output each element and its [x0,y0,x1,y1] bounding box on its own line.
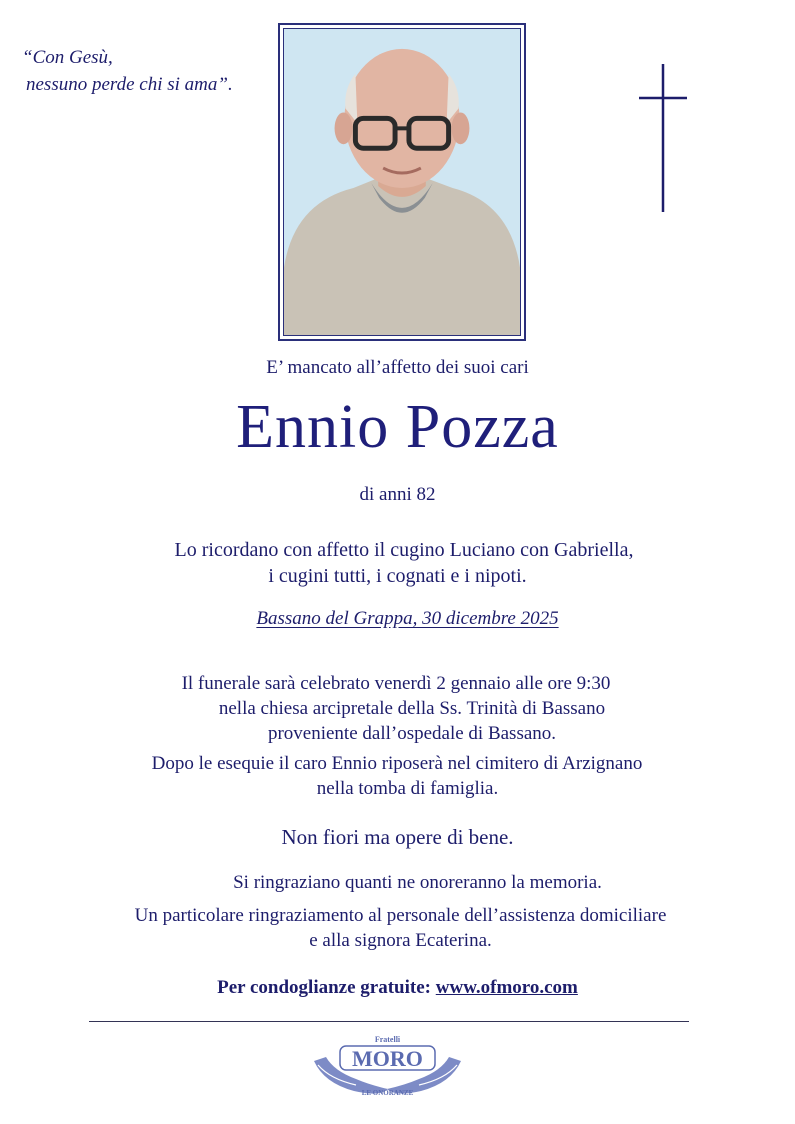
funeral-line-3: proveniente dall’ospedale di Bassano. [267,723,557,744]
remembrance-line-1: Lo ricordano con affetto il cugino Luciano con Gabriella, [174,539,634,561]
burial-details [0,751,795,801]
deceased-name: Ennio Pozza [236,393,559,461]
place-date-text: Bassano del Grappa, 30 dicembre 2025 [256,608,559,629]
portrait-frame [278,23,526,341]
funeral-details [0,671,795,746]
logo-name-text: MORO [352,1046,423,1071]
remembrance-text [0,537,795,589]
place-date [0,608,795,630]
funeral-line-2: nella chiesa arcipretale della Ss. Trinità di Bassano [218,698,606,719]
burial-line-1: Dopo le esequie il caro Ennio riposerà nel cimitero di Arzignano [151,753,643,774]
opening-quote [22,44,233,98]
thanks-line-3: e alla signora Ecaterina. [309,930,492,951]
portrait-photo [283,28,521,336]
remembrance-line-2: i cugini tutti, i cognati e i nipoti. [268,565,527,587]
logo-top-text: Fratelli [374,1035,401,1044]
quote-line-2: nessuno perde chi si ama”. [26,74,233,95]
condolences-link[interactable]: www.ofmoro.com [435,977,578,998]
intro-line: E’ mancato all’affetto dei suoi cari [266,357,529,378]
latin-cross-icon [638,64,688,212]
thanks-line-2: Un particolare ringraziamento al personale dell’assistenza domiciliare [134,905,667,926]
no-flowers-note: Non fiori ma opere di bene. [281,825,514,849]
hands-logo-icon [310,1033,465,1101]
condolences-label: Per condoglianze gratuite: [217,977,431,998]
condolences-line [0,977,795,999]
age-line: di anni 82 [359,484,436,505]
thanks-block [0,903,795,953]
thanks-line-1: Si ringraziano quanti ne onoreranno la memoria. [233,872,602,893]
funeral-line-1: Il funerale sarà celebrato venerdì 2 gennaio alle ore 9:30 [181,673,611,694]
divider-line [89,1021,689,1022]
burial-line-2: nella tomba di famiglia. [316,778,499,799]
logo-bottom-text: LE ONORANZE [361,1089,414,1097]
quote-line-1: “Con Gesù, [22,47,113,68]
